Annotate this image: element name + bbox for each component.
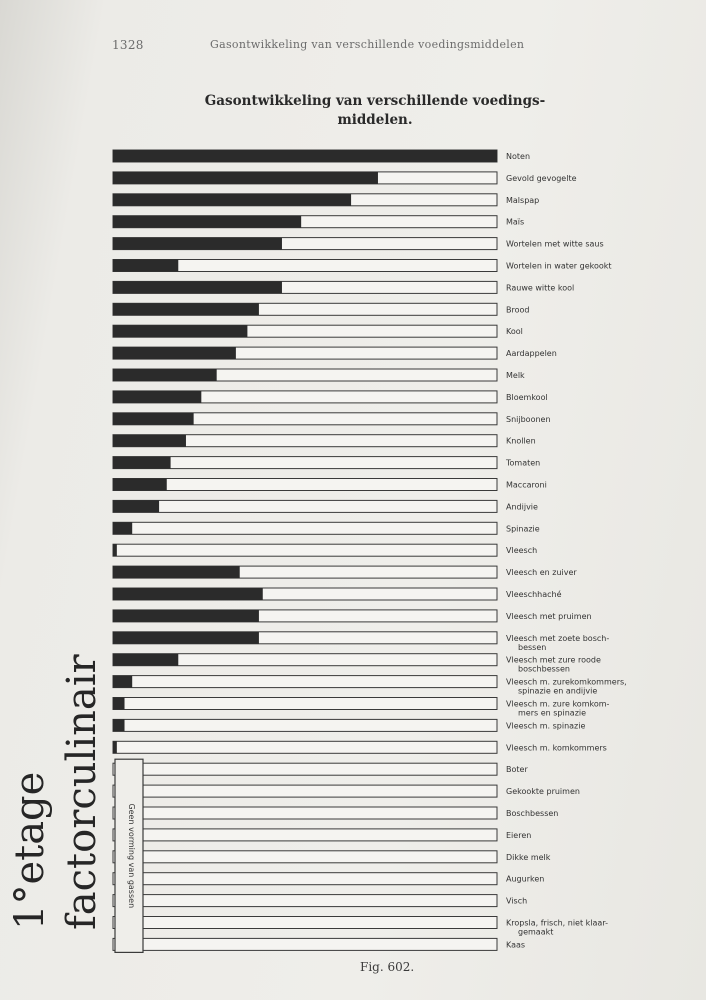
category-label: Vleeschhaché	[506, 590, 562, 599]
category-label: Vleesch m. komkommers	[506, 743, 607, 753]
category-label: Boschbessen	[506, 809, 559, 818]
category-label: Vleesch m. zure komkom-mers en spinazie	[506, 699, 610, 718]
bar-value	[113, 391, 201, 403]
bar-outline	[113, 917, 497, 929]
category-label: Brood	[506, 305, 530, 315]
bar-outline	[113, 807, 497, 819]
category-label: Dikke melk	[506, 852, 551, 862]
bar-outline	[113, 851, 497, 863]
category-label: Aardappelen	[506, 349, 557, 359]
bar-value	[113, 238, 282, 250]
bar-value	[113, 260, 178, 272]
figure-caption: Fig. 602.	[360, 960, 415, 974]
category-label: Kropsla, frisch, niet klaar-gemaakt	[506, 918, 608, 937]
category-label: Augurken	[506, 874, 545, 884]
bar-value	[113, 369, 217, 381]
category-label: Vleesch m. zurekomkommers, spinazie en andijvie	[506, 677, 627, 696]
category-label: Spinazie	[506, 524, 540, 534]
bar-value	[113, 457, 171, 469]
bar-outline	[113, 719, 497, 731]
bar-value	[113, 566, 240, 578]
category-label: Vleesch met pruimen	[506, 611, 592, 621]
bar-value	[113, 544, 117, 556]
bar-value	[113, 610, 259, 622]
category-label: Andijvie	[506, 502, 538, 512]
category-label: Rauwe witte kool	[506, 283, 575, 293]
side-note-line-2: factorculinair	[59, 654, 105, 930]
category-label: Visch	[506, 896, 528, 906]
category-label: Malspap	[506, 195, 540, 205]
category-label: Noten	[506, 152, 531, 161]
bar-value	[113, 347, 236, 359]
category-label: Melk	[506, 371, 525, 380]
bar-value	[113, 325, 247, 337]
bar-value	[113, 500, 159, 512]
category-label: Wortelen in water gekookt	[506, 261, 612, 271]
category-label: Kool	[506, 327, 523, 337]
no-gas-annotation: Geen vorming van gassen	[127, 803, 136, 909]
bar-outline	[113, 479, 497, 491]
category-label: Gevold gevogelte	[506, 173, 577, 183]
bar-value	[113, 281, 282, 293]
bar-outline	[113, 763, 497, 775]
bar-value	[113, 435, 186, 447]
bar-value	[113, 698, 125, 710]
category-label: Vleesch met zure roode boschbessen	[506, 655, 601, 674]
bar-value	[113, 413, 194, 425]
bar-outline	[113, 544, 497, 556]
bar-outline	[113, 938, 497, 950]
bar-value	[113, 194, 351, 206]
bar-value	[113, 172, 378, 184]
category-label: Vleesch	[506, 546, 538, 556]
bar-value	[113, 150, 497, 162]
bar-outline	[113, 873, 497, 885]
category-label: Vleesch en zuiver	[506, 568, 577, 578]
category-label: Vleesch met zoete bosch-bessen	[506, 633, 610, 652]
bar-value	[113, 522, 132, 534]
bar-value	[113, 654, 178, 666]
category-label: Maïs	[506, 217, 525, 227]
bar-outline	[113, 785, 497, 797]
category-label: Gekookte pruimen	[506, 787, 580, 797]
category-label: Tomaten	[506, 458, 541, 468]
category-label: Vleesch m. spinazie	[506, 721, 586, 731]
bar-value	[113, 588, 263, 600]
category-label: Knollen	[506, 436, 536, 446]
bar-outline	[113, 676, 497, 688]
page-number: 1328	[112, 38, 144, 52]
category-label: Wortelen met witte saus	[506, 239, 604, 249]
category-label: Snijboonen	[506, 414, 551, 424]
bar-value	[113, 216, 301, 228]
side-note-line-1: 1°etage	[7, 771, 53, 930]
running-title: Gasontwikkeling van verschillende voedingsmiddelen	[210, 38, 525, 51]
bar-value	[113, 719, 125, 731]
bar-value	[113, 303, 259, 315]
bar-outline	[113, 741, 497, 753]
bar-outline	[113, 895, 497, 907]
bar-outline	[113, 829, 497, 841]
bar-outline	[113, 522, 497, 534]
bar-value	[113, 632, 259, 644]
bar-value	[113, 676, 132, 688]
category-label: Eieren	[506, 830, 532, 840]
bar-value	[113, 741, 117, 753]
chart-title-line-2: middelen.	[337, 112, 413, 128]
category-label: Kaas	[506, 940, 526, 950]
category-label: Bloemkool	[506, 392, 548, 402]
category-label: Maccaroni	[506, 480, 547, 490]
chart-title-line-1: Gasontwikkeling van verschillende voedings-	[204, 93, 546, 109]
bar-value	[113, 479, 167, 491]
bar-outline	[113, 698, 497, 710]
category-label: Boter	[506, 765, 528, 775]
bar-outline	[113, 500, 497, 512]
